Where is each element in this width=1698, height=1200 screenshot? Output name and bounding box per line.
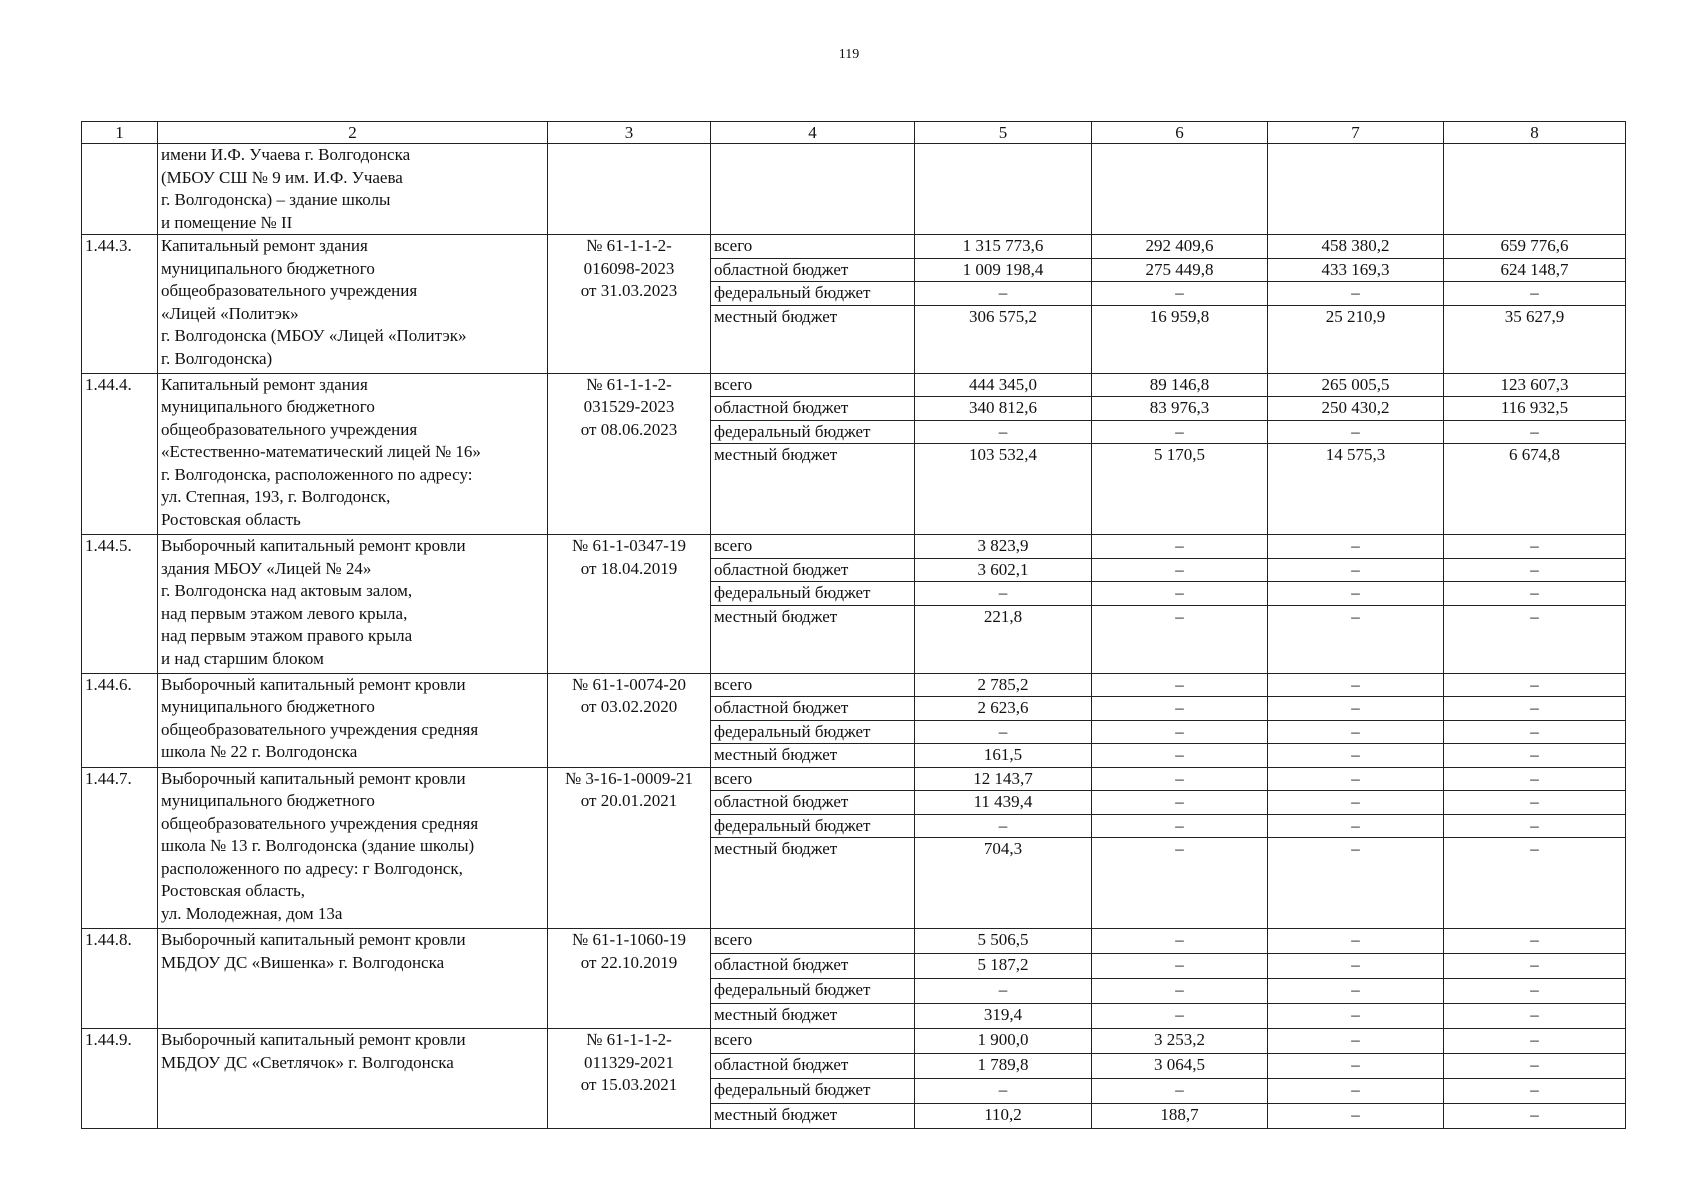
document-line: № 61-1-1-2- — [586, 236, 672, 255]
amount-5: 103 532,4 — [915, 444, 1092, 535]
item-number: 1.44.8. — [82, 929, 158, 1029]
amount-5: – — [915, 582, 1092, 606]
document-reference — [548, 1029, 711, 1129]
amount-6: – — [1092, 954, 1268, 979]
amount-7: 25 210,9 — [1268, 305, 1444, 373]
funding-source: местный бюджет — [711, 1004, 915, 1029]
amount-5: – — [915, 814, 1092, 838]
amount-5: 3 823,9 — [915, 535, 1092, 559]
amount-6: 275 449,8 — [1092, 258, 1268, 282]
document-line: от 08.06.2023 — [580, 419, 678, 439]
amount-6: 16 959,8 — [1092, 305, 1268, 373]
amount-7: – — [1268, 1079, 1444, 1104]
funding-source: федеральный бюджет — [711, 282, 915, 306]
description-line: Капитальный ремонт здания — [161, 236, 368, 255]
amount-5: 704,3 — [915, 838, 1092, 929]
amount-6: – — [1092, 282, 1268, 306]
table-row — [82, 235, 1626, 259]
document-line: от 20.01.2021 — [580, 791, 678, 810]
funding-source: всего — [711, 235, 915, 259]
item-description — [158, 373, 548, 535]
funding-source: федеральный бюджет — [711, 420, 915, 444]
item-number: 1.44.9. — [82, 1029, 158, 1129]
amount-6: 3 064,5 — [1092, 1054, 1268, 1079]
amount-8: – — [1444, 420, 1626, 444]
table-row — [82, 373, 1626, 397]
document-line: от 18.04.2019 — [580, 558, 678, 578]
item-description — [158, 535, 548, 674]
document-line: № 61-1-1060-19 — [572, 930, 686, 949]
description-line: ул. Молодежная, дом 13а — [161, 903, 343, 923]
amount-6: 188,7 — [1092, 1104, 1268, 1129]
table-row — [82, 535, 1626, 559]
continuation-line: имени И.Ф. Учаева г. Волгодонска — [161, 145, 411, 164]
item-number: 1.44.4. — [82, 373, 158, 535]
description-line: г. Волгодонска (МБОУ «Лицей «Политэк» — [161, 326, 467, 345]
amount-8: – — [1444, 929, 1626, 954]
amount-5: – — [915, 282, 1092, 306]
amount-5: 11 439,4 — [915, 791, 1092, 815]
continuation-cell-3 — [548, 144, 711, 235]
amount-5: 110,2 — [915, 1104, 1092, 1129]
amount-7: – — [1268, 838, 1444, 929]
amount-8: 659 776,6 — [1444, 235, 1626, 259]
description-line: муниципального бюджетного — [161, 697, 375, 716]
amount-7: – — [1268, 791, 1444, 815]
description-line: муниципального бюджетного — [161, 397, 375, 416]
amount-5: 1 789,8 — [915, 1054, 1092, 1079]
amount-5: 12 143,7 — [915, 767, 1092, 791]
item-description — [158, 235, 548, 374]
item-description — [158, 1029, 548, 1129]
funding-source: местный бюджет — [711, 838, 915, 929]
amount-8: – — [1444, 744, 1626, 768]
amount-6: – — [1092, 929, 1268, 954]
description-line: Выборочный капитальный ремонт кровли — [161, 674, 466, 694]
continuation-cell-8 — [1444, 144, 1626, 235]
document-line: 031529-2023 — [583, 397, 675, 416]
description-line: Выборочный капитальный ремонт кровли — [161, 768, 466, 788]
amount-6: – — [1092, 814, 1268, 838]
amount-7: – — [1268, 582, 1444, 606]
amount-7: – — [1268, 605, 1444, 673]
funding-source: местный бюджет — [711, 444, 915, 535]
description-line: общеобразовательного учреждения — [161, 281, 418, 300]
document-line: № 61-1-0347-19 — [572, 536, 686, 555]
amount-8: – — [1444, 1029, 1626, 1054]
funding-source: местный бюджет — [711, 305, 915, 373]
document-line: от 31.03.2023 — [580, 281, 678, 300]
item-description — [158, 673, 548, 767]
item-description — [158, 767, 548, 929]
amount-6: – — [1092, 605, 1268, 673]
amount-8: – — [1444, 697, 1626, 721]
description-line: школа № 13 г. Волгодонска (здание школы) — [161, 836, 475, 855]
funding-source: федеральный бюджет — [711, 720, 915, 744]
amount-6: – — [1092, 791, 1268, 815]
column-number-7: 7 — [1268, 122, 1444, 144]
amount-7: – — [1268, 697, 1444, 721]
description-line: школа № 22 г. Волгодонска — [161, 742, 358, 761]
amount-7: – — [1268, 744, 1444, 768]
amount-8: – — [1444, 979, 1626, 1004]
amount-5: 5 506,5 — [915, 929, 1092, 954]
document-reference — [548, 235, 711, 374]
funding-source: областной бюджет — [711, 258, 915, 282]
continuation-line: и помещение № II — [161, 212, 293, 232]
amount-8: – — [1444, 558, 1626, 582]
amount-8: 6 674,8 — [1444, 444, 1626, 535]
amount-6: – — [1092, 420, 1268, 444]
amount-7: – — [1268, 673, 1444, 697]
amount-5: 2 785,2 — [915, 673, 1092, 697]
column-number-5: 5 — [915, 122, 1092, 144]
document-reference — [548, 929, 711, 1029]
column-number-6: 6 — [1092, 122, 1268, 144]
continuation-row — [82, 144, 1626, 235]
description-line: МБДОУ ДС «Вишенка» г. Волгодонска — [161, 952, 445, 972]
amount-8: – — [1444, 605, 1626, 673]
amount-5: 3 602,1 — [915, 558, 1092, 582]
amount-6: – — [1092, 673, 1268, 697]
amount-6: – — [1092, 1004, 1268, 1029]
description-line: г. Волгодонска, расположенного по адресу: — [161, 464, 473, 484]
continuation-line: (МБОУ СШ № 9 им. И.Ф. Учаева — [161, 167, 403, 187]
funding-source: местный бюджет — [711, 605, 915, 673]
amount-5: 340 812,6 — [915, 397, 1092, 421]
table-row — [82, 1029, 1626, 1054]
item-number: 1.44.6. — [82, 673, 158, 767]
document-line: № 61-1-1-2- — [586, 1030, 672, 1049]
amount-8: – — [1444, 954, 1626, 979]
description-line: муниципального бюджетного — [161, 258, 375, 278]
amount-7: 250 430,2 — [1268, 397, 1444, 421]
amount-7: – — [1268, 979, 1444, 1004]
funding-source: всего — [711, 535, 915, 559]
amount-8: – — [1444, 282, 1626, 306]
funding-source: областной бюджет — [711, 791, 915, 815]
description-line: ул. Степная, 193, г. Волгодонск, — [161, 487, 391, 506]
amount-5: 2 623,6 — [915, 697, 1092, 721]
funding-source: всего — [711, 373, 915, 397]
document-reference — [548, 767, 711, 929]
amount-7: – — [1268, 814, 1444, 838]
amount-6: – — [1092, 744, 1268, 768]
amount-6: 89 146,8 — [1092, 373, 1268, 397]
amount-8: – — [1444, 791, 1626, 815]
description-line: Ростовская область, — [161, 881, 306, 900]
funding-source: областной бюджет — [711, 1054, 915, 1079]
description-line: над первым этажом правого крыла — [161, 626, 413, 645]
description-line: «Лицей «Политэк» — [161, 303, 299, 323]
amount-6: – — [1092, 558, 1268, 582]
amount-6: 83 976,3 — [1092, 397, 1268, 421]
document-reference — [548, 673, 711, 767]
description-line: расположенного по адресу: г Волгодонск, — [161, 858, 463, 878]
document-line: № 3-16-1-0009-21 — [564, 768, 694, 788]
amount-6: – — [1092, 582, 1268, 606]
amount-5: 1 315 773,6 — [915, 235, 1092, 259]
column-number-4: 4 — [711, 122, 915, 144]
amount-7: – — [1268, 1054, 1444, 1079]
description-line: муниципального бюджетного — [161, 791, 375, 810]
amount-5: 5 187,2 — [915, 954, 1092, 979]
amount-5: 161,5 — [915, 744, 1092, 768]
amount-5: 306 575,2 — [915, 305, 1092, 373]
document-line: 011329-2021 — [583, 1052, 675, 1072]
funding-source: областной бюджет — [711, 558, 915, 582]
document-reference — [548, 373, 711, 535]
item-number: 1.44.5. — [82, 535, 158, 674]
continuation-cell-1 — [82, 144, 158, 235]
document-line: от 03.02.2020 — [580, 697, 678, 716]
page-number: 119 — [838, 47, 860, 62]
amount-5: 319,4 — [915, 1004, 1092, 1029]
amount-6: – — [1092, 838, 1268, 929]
continuation-line: г. Волгодонска) – здание школы — [161, 190, 391, 209]
column-number-8: 8 — [1444, 122, 1626, 144]
amount-7: 14 575,3 — [1268, 444, 1444, 535]
table-row — [82, 673, 1626, 697]
amount-6: – — [1092, 697, 1268, 721]
funding-source: федеральный бюджет — [711, 814, 915, 838]
continuation-cell-2 — [158, 144, 548, 235]
funding-source: местный бюджет — [711, 1104, 915, 1129]
item-number: 1.44.7. — [82, 767, 158, 929]
description-line: Выборочный капитальный ремонт кровли — [161, 536, 466, 555]
funding-source: местный бюджет — [711, 744, 915, 768]
amount-5: 1 009 198,4 — [915, 258, 1092, 282]
amount-8: – — [1444, 582, 1626, 606]
amount-7: – — [1268, 558, 1444, 582]
amount-7: – — [1268, 954, 1444, 979]
amount-8: – — [1444, 838, 1626, 929]
funding-source: всего — [711, 767, 915, 791]
item-description — [158, 929, 548, 1029]
funding-source: всего — [711, 673, 915, 697]
document-line: от 15.03.2021 — [580, 1075, 678, 1094]
amount-7: – — [1268, 535, 1444, 559]
amount-8: – — [1444, 767, 1626, 791]
amount-5: 1 900,0 — [915, 1029, 1092, 1054]
funding-source: областной бюджет — [711, 954, 915, 979]
amount-7: 458 380,2 — [1268, 235, 1444, 259]
amount-7: – — [1268, 1029, 1444, 1054]
table-row — [82, 929, 1626, 954]
amount-7: – — [1268, 282, 1444, 306]
document-line: 016098-2023 — [583, 258, 675, 278]
amount-5: 221,8 — [915, 605, 1092, 673]
amount-6: – — [1092, 979, 1268, 1004]
description-line: Капитальный ремонт здания — [161, 374, 368, 394]
continuation-cell-5 — [915, 144, 1092, 235]
document-line: № 61-1-0074-20 — [572, 674, 686, 694]
amount-5: – — [915, 1079, 1092, 1104]
amount-5: 444 345,0 — [915, 373, 1092, 397]
document-reference — [548, 535, 711, 674]
document-line: от 22.10.2019 — [580, 952, 678, 972]
amount-5: – — [915, 979, 1092, 1004]
description-line: над первым этажом левого крыла, — [161, 603, 408, 623]
amount-6: 5 170,5 — [1092, 444, 1268, 535]
amount-7: – — [1268, 420, 1444, 444]
description-line: и над старшим блоком — [161, 648, 324, 668]
column-number-1: 1 — [82, 122, 158, 144]
budget-table — [81, 121, 1626, 1129]
description-line: Выборочный капитальный ремонт кровли — [161, 930, 466, 949]
amount-6: 292 409,6 — [1092, 235, 1268, 259]
description-line: здания МБОУ «Лицей № 24» — [161, 558, 372, 578]
amount-8: 624 148,7 — [1444, 258, 1626, 282]
description-line: общеобразовательного учреждения средняя — [161, 719, 479, 739]
amount-7: – — [1268, 767, 1444, 791]
amount-6: 3 253,2 — [1092, 1029, 1268, 1054]
amount-8: – — [1444, 1054, 1626, 1079]
funding-source: областной бюджет — [711, 697, 915, 721]
amount-8: 116 932,5 — [1444, 397, 1626, 421]
continuation-cell-4 — [711, 144, 915, 235]
amount-7: 265 005,5 — [1268, 373, 1444, 397]
funding-source: всего — [711, 929, 915, 954]
amount-6: – — [1092, 535, 1268, 559]
amount-7: – — [1268, 1104, 1444, 1129]
amount-8: 35 627,9 — [1444, 305, 1626, 373]
amount-7: – — [1268, 1004, 1444, 1029]
description-line: МБДОУ ДС «Светлячок» г. Волгодонска — [161, 1052, 454, 1072]
amount-7: – — [1268, 720, 1444, 744]
column-number-3: 3 — [548, 122, 711, 144]
description-line: общеобразовательного учреждения средняя — [161, 813, 479, 833]
funding-source: федеральный бюджет — [711, 1079, 915, 1104]
amount-8: – — [1444, 720, 1626, 744]
amount-8: – — [1444, 1004, 1626, 1029]
funding-source: всего — [711, 1029, 915, 1054]
header-row — [82, 122, 1626, 144]
document-line: № 61-1-1-2- — [586, 374, 672, 394]
amount-8: – — [1444, 1079, 1626, 1104]
table-row — [82, 767, 1626, 791]
item-number: 1.44.3. — [82, 235, 158, 374]
amount-8: – — [1444, 673, 1626, 697]
continuation-cell-6 — [1092, 144, 1268, 235]
description-line: Ростовская область — [161, 509, 301, 529]
amount-8: – — [1444, 1104, 1626, 1129]
amount-5: – — [915, 420, 1092, 444]
amount-7: – — [1268, 929, 1444, 954]
amount-7: 433 169,3 — [1268, 258, 1444, 282]
amount-8: – — [1444, 814, 1626, 838]
amount-6: – — [1092, 1079, 1268, 1104]
description-line: общеобразовательного учреждения — [161, 419, 418, 439]
amount-8: – — [1444, 535, 1626, 559]
description-line: г. Волгодонска) — [161, 348, 273, 368]
amount-5: – — [915, 720, 1092, 744]
funding-source: областной бюджет — [711, 397, 915, 421]
funding-source: федеральный бюджет — [711, 582, 915, 606]
continuation-cell-7 — [1268, 144, 1444, 235]
funding-source: федеральный бюджет — [711, 979, 915, 1004]
description-line: «Естественно-математический лицей № 16» — [161, 442, 481, 461]
column-number-2: 2 — [158, 122, 548, 144]
description-line: г. Волгодонска над актовым залом, — [161, 581, 413, 600]
amount-6: – — [1092, 720, 1268, 744]
amount-8: 123 607,3 — [1444, 373, 1626, 397]
description-line: Выборочный капитальный ремонт кровли — [161, 1030, 466, 1049]
amount-6: – — [1092, 767, 1268, 791]
